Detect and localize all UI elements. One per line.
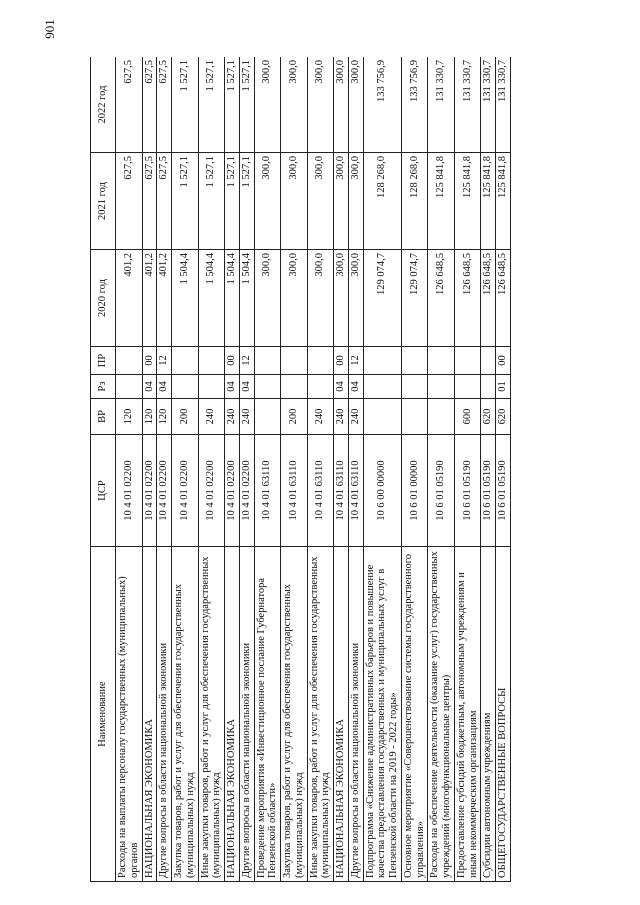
cell-2022: 1 527,1 bbox=[198, 57, 225, 153]
cell-vr: 620 bbox=[496, 399, 511, 435]
table-row bbox=[481, 57, 496, 882]
table-row bbox=[254, 57, 281, 882]
cell-2021: 300,0 bbox=[281, 153, 308, 250]
header-2021: 2021 год bbox=[91, 153, 116, 250]
cell-rz: 04 bbox=[348, 375, 363, 399]
table-row bbox=[334, 57, 349, 882]
rotated-page-area bbox=[90, 57, 610, 882]
cell-name: Расходы на обеспечение деятельности (оказание услуг) государственных учреждений (многофункциональные центры) bbox=[428, 547, 455, 882]
cell-rz bbox=[363, 375, 401, 399]
cell-csr: 10 6 00 00000 bbox=[363, 435, 401, 547]
cell-vr: 240 bbox=[334, 399, 349, 435]
cell-2021: 128 268,0 bbox=[363, 153, 401, 250]
cell-2021: 1 527,1 bbox=[172, 153, 199, 250]
cell-2021: 1 527,1 bbox=[198, 153, 225, 250]
cell-pr bbox=[198, 347, 225, 375]
cell-name: НАЦИОНАЛЬНАЯ ЭКОНОМИКА bbox=[334, 547, 349, 882]
cell-name: ОБЩЕГОСУДАРСТВЕННЫЕ ВОПРОСЫ bbox=[496, 547, 511, 882]
cell-name: Закупка товаров, работ и услуг для обеспечения государственных (муниципальных) нужд bbox=[172, 547, 199, 882]
cell-vr: 240 bbox=[225, 399, 240, 435]
budget-table bbox=[90, 57, 511, 882]
table-row bbox=[157, 57, 172, 882]
table-row bbox=[116, 57, 143, 882]
cell-pr: 12 bbox=[157, 347, 172, 375]
cell-vr: 240 bbox=[348, 399, 363, 435]
cell-2020: 1 504,4 bbox=[198, 250, 225, 347]
cell-2020: 126 648,5 bbox=[496, 250, 511, 347]
cell-pr bbox=[454, 347, 481, 375]
cell-pr: 00 bbox=[496, 347, 511, 375]
cell-pr: 00 bbox=[334, 347, 349, 375]
cell-name: Предоставление субсидий бюджетным, автономным учреждениям и иным некоммерческим организациям bbox=[454, 547, 481, 882]
table-row bbox=[363, 57, 401, 882]
cell-vr bbox=[254, 399, 281, 435]
cell-vr: 200 bbox=[172, 399, 199, 435]
cell-vr: 620 bbox=[481, 399, 496, 435]
cell-2020: 401,2 bbox=[157, 250, 172, 347]
cell-2021: 1 527,1 bbox=[225, 153, 240, 250]
cell-csr: 10 6 01 05190 bbox=[481, 435, 496, 547]
cell-2022: 300,0 bbox=[348, 57, 363, 153]
cell-csr: 10 4 01 02200 bbox=[198, 435, 225, 547]
table-row bbox=[428, 57, 455, 882]
cell-name: Закупка товаров, работ и услуг для обеспечения государственных (муниципальных) нужд bbox=[281, 547, 308, 882]
cell-2022: 1 527,1 bbox=[172, 57, 199, 153]
cell-vr bbox=[401, 399, 428, 435]
cell-2020: 401,2 bbox=[116, 250, 143, 347]
page-number: 901 bbox=[42, 19, 57, 39]
cell-rz: 04 bbox=[225, 375, 240, 399]
cell-name: НАЦИОНАЛЬНАЯ ЭКОНОМИКА bbox=[142, 547, 157, 882]
cell-vr: 240 bbox=[307, 399, 334, 435]
cell-csr: 10 4 01 02200 bbox=[225, 435, 240, 547]
cell-2021: 125 841,8 bbox=[454, 153, 481, 250]
cell-2022: 627,5 bbox=[116, 57, 143, 153]
table-row bbox=[348, 57, 363, 882]
cell-2022: 131 330,7 bbox=[481, 57, 496, 153]
cell-name: Иные закупки товаров, работ и услуг для обеспечения государственных (муниципальных) нужд bbox=[198, 547, 225, 882]
cell-pr bbox=[428, 347, 455, 375]
header-vr: ВР bbox=[91, 399, 116, 435]
header-2020: 2020 год bbox=[91, 250, 116, 347]
cell-csr: 10 6 01 00000 bbox=[401, 435, 428, 547]
cell-vr: 120 bbox=[142, 399, 157, 435]
cell-2021: 627,5 bbox=[157, 153, 172, 250]
table-row bbox=[142, 57, 157, 882]
cell-csr: 10 4 01 63110 bbox=[348, 435, 363, 547]
cell-2022: 131 330,7 bbox=[454, 57, 481, 153]
cell-name: Проведение мероприятия «Инвестиционное послание Губернатора Пензенской области» bbox=[254, 547, 281, 882]
cell-2020: 126 648,5 bbox=[428, 250, 455, 347]
cell-2021: 300,0 bbox=[254, 153, 281, 250]
cell-rz bbox=[401, 375, 428, 399]
cell-csr: 10 4 01 63110 bbox=[307, 435, 334, 547]
cell-2020: 300,0 bbox=[348, 250, 363, 347]
cell-2020: 129 074,7 bbox=[363, 250, 401, 347]
cell-2022: 133 756,9 bbox=[363, 57, 401, 153]
cell-2021: 300,0 bbox=[334, 153, 349, 250]
cell-2022: 300,0 bbox=[334, 57, 349, 153]
header-name: Наименование bbox=[91, 547, 116, 882]
cell-2022: 131 330,7 bbox=[428, 57, 455, 153]
cell-2021: 125 841,8 bbox=[428, 153, 455, 250]
cell-pr bbox=[307, 347, 334, 375]
cell-rz: 01 bbox=[496, 375, 511, 399]
cell-2022: 131 330,7 bbox=[496, 57, 511, 153]
cell-2022: 1 527,1 bbox=[225, 57, 240, 153]
cell-vr: 600 bbox=[454, 399, 481, 435]
cell-pr: 00 bbox=[142, 347, 157, 375]
cell-2020: 126 648,5 bbox=[481, 250, 496, 347]
cell-pr bbox=[281, 347, 308, 375]
cell-rz bbox=[281, 375, 308, 399]
cell-rz bbox=[428, 375, 455, 399]
cell-vr: 240 bbox=[239, 399, 254, 435]
cell-2021: 300,0 bbox=[307, 153, 334, 250]
cell-pr bbox=[363, 347, 401, 375]
cell-vr: 120 bbox=[116, 399, 143, 435]
cell-csr: 10 4 01 63110 bbox=[334, 435, 349, 547]
cell-name: Субсидии автономным учреждениям bbox=[481, 547, 496, 882]
cell-rz bbox=[198, 375, 225, 399]
cell-pr: 12 bbox=[348, 347, 363, 375]
cell-pr bbox=[172, 347, 199, 375]
cell-pr bbox=[481, 347, 496, 375]
cell-2020: 300,0 bbox=[334, 250, 349, 347]
cell-2022: 627,5 bbox=[142, 57, 157, 153]
cell-name: Иные закупки товаров, работ и услуг для обеспечения государственных (муниципальных) нужд bbox=[307, 547, 334, 882]
rotated-table-container bbox=[90, 57, 610, 882]
cell-csr: 10 4 01 02200 bbox=[239, 435, 254, 547]
table-header-row bbox=[91, 57, 116, 882]
cell-pr bbox=[401, 347, 428, 375]
table-row bbox=[172, 57, 199, 882]
cell-csr: 10 4 01 63110 bbox=[254, 435, 281, 547]
cell-2022: 627,5 bbox=[157, 57, 172, 153]
cell-name: НАЦИОНАЛЬНАЯ ЭКОНОМИКА bbox=[225, 547, 240, 882]
cell-pr: 12 bbox=[239, 347, 254, 375]
cell-rz bbox=[172, 375, 199, 399]
cell-2020: 401,2 bbox=[142, 250, 157, 347]
table-row bbox=[307, 57, 334, 882]
cell-rz: 04 bbox=[142, 375, 157, 399]
cell-vr: 240 bbox=[198, 399, 225, 435]
page-number-container bbox=[40, 14, 60, 44]
cell-csr: 10 6 01 05190 bbox=[454, 435, 481, 547]
cell-name: Другие вопросы в области национальной экономики bbox=[239, 547, 254, 882]
cell-2022: 300,0 bbox=[307, 57, 334, 153]
cell-csr: 10 4 01 02200 bbox=[157, 435, 172, 547]
cell-2021: 300,0 bbox=[348, 153, 363, 250]
header-csr: ЦСР bbox=[91, 435, 116, 547]
cell-2020: 300,0 bbox=[307, 250, 334, 347]
cell-2020: 300,0 bbox=[281, 250, 308, 347]
cell-name: Расходы на выплаты персоналу государственных (муниципальных) органов bbox=[116, 547, 143, 882]
cell-name: Основное мероприятие «Совершенствование системы государственного управления» bbox=[401, 547, 428, 882]
cell-2020: 1 504,4 bbox=[172, 250, 199, 347]
cell-name: Другие вопросы в области национальной экономики bbox=[348, 547, 363, 882]
table-row bbox=[454, 57, 481, 882]
cell-csr: 10 6 01 05190 bbox=[496, 435, 511, 547]
table-row bbox=[198, 57, 225, 882]
cell-csr: 10 4 01 02200 bbox=[116, 435, 143, 547]
cell-vr: 200 bbox=[281, 399, 308, 435]
cell-2021: 627,5 bbox=[116, 153, 143, 250]
header-2022: 2022 год bbox=[91, 57, 116, 153]
header-pr: ПР bbox=[91, 347, 116, 375]
cell-name: Другие вопросы в области национальной экономики bbox=[157, 547, 172, 882]
cell-rz: 04 bbox=[239, 375, 254, 399]
header-rz: Рз bbox=[91, 375, 116, 399]
cell-2021: 128 268,0 bbox=[401, 153, 428, 250]
cell-pr bbox=[254, 347, 281, 375]
cell-rz bbox=[116, 375, 143, 399]
cell-rz: 04 bbox=[157, 375, 172, 399]
cell-2021: 125 841,8 bbox=[496, 153, 511, 250]
cell-2020: 1 504,4 bbox=[225, 250, 240, 347]
cell-2022: 1 527,1 bbox=[239, 57, 254, 153]
table-row bbox=[239, 57, 254, 882]
table-row bbox=[225, 57, 240, 882]
cell-2021: 125 841,8 bbox=[481, 153, 496, 250]
cell-2020: 300,0 bbox=[254, 250, 281, 347]
cell-name: Подпрограмма «Снижение административных барьеров и повышение качества предоставления государственных и муниципальных услуг в Пензенской области на 2019 - 2022 годы» bbox=[363, 547, 401, 882]
cell-rz bbox=[254, 375, 281, 399]
cell-pr bbox=[116, 347, 143, 375]
cell-vr bbox=[428, 399, 455, 435]
cell-pr: 00 bbox=[225, 347, 240, 375]
cell-rz bbox=[454, 375, 481, 399]
cell-vr bbox=[363, 399, 401, 435]
cell-csr: 10 4 01 02200 bbox=[142, 435, 157, 547]
cell-2021: 1 527,1 bbox=[239, 153, 254, 250]
table-row bbox=[401, 57, 428, 882]
cell-rz: 04 bbox=[334, 375, 349, 399]
cell-csr: 10 4 01 02200 bbox=[172, 435, 199, 547]
cell-2021: 627,5 bbox=[142, 153, 157, 250]
cell-2020: 1 504,4 bbox=[239, 250, 254, 347]
cell-csr: 10 4 01 63110 bbox=[281, 435, 308, 547]
cell-vr: 120 bbox=[157, 399, 172, 435]
cell-2022: 300,0 bbox=[281, 57, 308, 153]
cell-csr: 10 6 01 05190 bbox=[428, 435, 455, 547]
table-body bbox=[116, 57, 511, 882]
cell-rz bbox=[307, 375, 334, 399]
cell-2022: 133 756,9 bbox=[401, 57, 428, 153]
table-row bbox=[281, 57, 308, 882]
cell-2020: 126 648,5 bbox=[454, 250, 481, 347]
cell-2022: 300,0 bbox=[254, 57, 281, 153]
table-row bbox=[496, 57, 511, 882]
cell-2020: 129 074,7 bbox=[401, 250, 428, 347]
cell-rz bbox=[481, 375, 496, 399]
